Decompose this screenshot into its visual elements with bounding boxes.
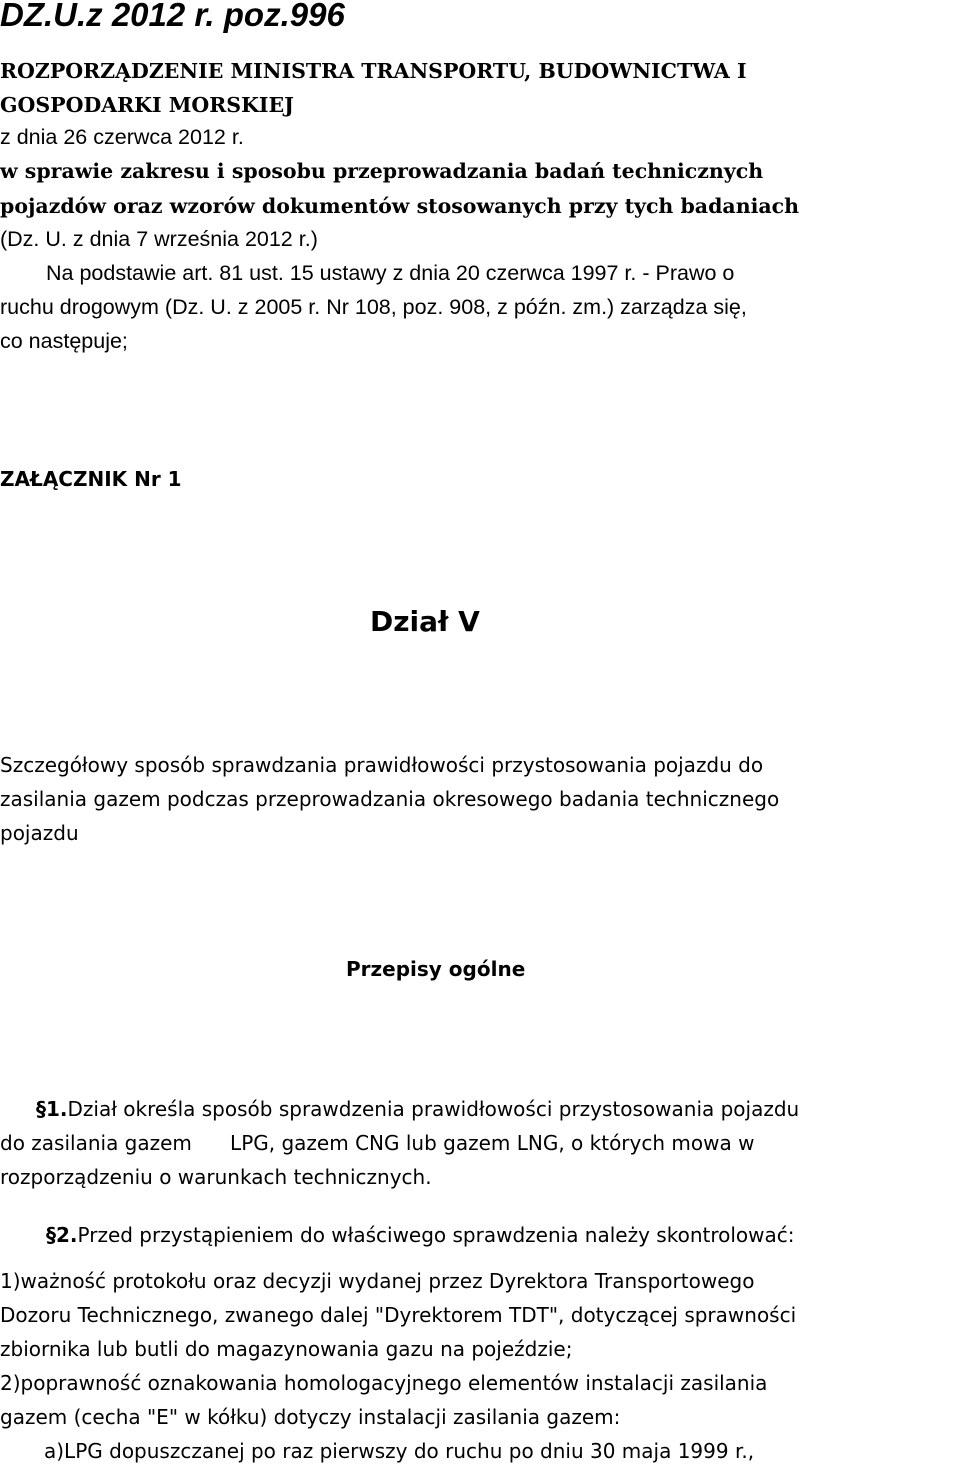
publication-reference: (Dz. U. z dnia 7 września 2012 r.) — [0, 227, 318, 251]
paragraph-1-first-line — [36, 1092, 799, 1126]
annex-title: ZAŁĄCZNIK Nr 1 — [0, 467, 182, 491]
regulation-subject-line-1: w sprawie zakresu i sposobu przeprowadzania badań technicznych — [0, 159, 764, 183]
preamble-line-2: ruchu drogowym (Dz. U. z 2005 r. Nr 108, poz. 908, z późn. zm.) zarządza się, — [0, 295, 747, 319]
section-sign-1: § — [36, 1097, 46, 1121]
authority-title-line-1: ROZPORZĄDZENIE MINISTRA TRANSPORTU, BUDOWNICTWA I — [0, 59, 747, 83]
section-sign-2: § — [46, 1223, 56, 1247]
subsection-title: Przepisy ogólne — [346, 957, 526, 981]
paragraph-1-number: 1. — [46, 1097, 68, 1121]
paragraph-2-item-2a-line-1: a)LPG dopuszczanej po raz pierwszy do ruchu po dniu 30 maja 1999 r., — [44, 1439, 755, 1463]
section-description-line-1: Szczegółowy sposób sprawdzania prawidłowości przystosowania pojazdu do — [0, 753, 764, 777]
paragraph-2-item-1-line-2: Dozoru Technicznego, zwanego dalej "Dyrektorem TDT", dotyczącej sprawności — [0, 1303, 797, 1327]
journal-reference: DZ.U.z 2012 r. poz.996 — [0, 0, 345, 33]
paragraph-2-item-2-line-1: 2)poprawność oznakowania homologacyjnego elementów instalacji zasilania — [0, 1371, 768, 1395]
authority-title-line-2: GOSPODARKI MORSKIEJ — [0, 93, 294, 117]
paragraph-1-line-3: rozporządzeniu o warunkach technicznych. — [0, 1165, 432, 1189]
paragraph-2-intro: Przed przystąpieniem do właściwego sprawdzenia należy skontrolować: — [77, 1223, 795, 1247]
preamble-line-3: co następuje; — [0, 329, 128, 353]
paragraph-2-item-1-line-1: 1)ważność protokołu oraz decyzji wydanej przez Dyrektora Transportowego — [0, 1269, 755, 1293]
regulation-subject-line-2: pojazdów oraz wzorów dokumentów stosowanych przy tych badaniach — [0, 194, 800, 218]
section-description-line-3: pojazdu — [0, 821, 79, 845]
section-description-line-2: zasilania gazem podczas przeprowadzania okresowego badania technicznego — [0, 787, 780, 811]
paragraph-2-item-2-line-2: gazem (cecha "E" w kółku) dotyczy instalacji zasilania gazem: — [0, 1405, 621, 1429]
regulation-date: z dnia 26 czerwca 2012 r. — [0, 125, 244, 149]
paragraph-1-line-2: do zasilania gazem LPG, gazem CNG lub gazem LNG, o których mowa w — [0, 1131, 755, 1155]
section-title: Dział V — [370, 605, 480, 638]
paragraph-2-item-1-line-3: zbiornika lub butli do magazynowania gazu na pojeździe; — [0, 1337, 573, 1361]
paragraph-2-number: 2. — [56, 1223, 78, 1247]
paragraph-1-line-1: Dział określa sposób sprawdzenia prawidłowości przystosowania pojazdu — [67, 1097, 800, 1121]
paragraph-2-first-line — [46, 1218, 795, 1252]
preamble-line-1: Na podstawie art. 81 ust. 15 ustawy z dnia 20 czerwca 1997 r. - Prawo o — [46, 261, 735, 285]
